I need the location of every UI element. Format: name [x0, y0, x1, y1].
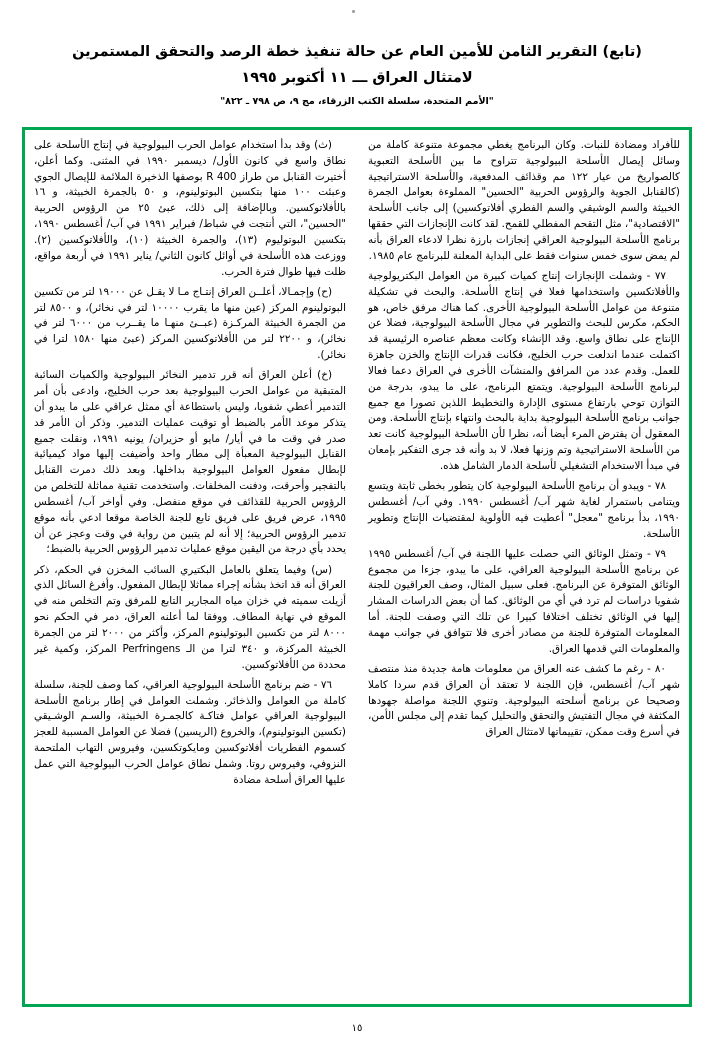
paragraph: للأفراد ومضادة للنبات. وكان البرنامج يغطي مجموعة متنوعة كاملة من وسائل إيصال الأسلحة البيولوجية تتراوح ما بين الأسلحة التعبوية كالصواريخ من عيار ١٢٢ مم وقذائف المدفعية، والأسلحة الاستراتيجية (كالقنابل الجوية والرؤوس الحربية "الحسين" المملوءة بعوامل الجمرة الخبيثة والسم الوشيقي والسم الفطري أفلاتوكسين) إلى جانب الأسلحة "الاقتصادية"، مثل التقحم المفطلي للقمح. لقد كانت الإنجازات التي حققها برنامج الأسلحة البيولوجية العراقي إنجازات بارزة نظرا لادعاء العراق بأنه لم يمض سوى خمس سنوات فقط على البداية المعلنة للبرنامج عام ١٩٨٥. [368, 139, 680, 262]
paragraph: (ث) وقد بدأ استخدام عوامل الحرب البيولوجية في إنتاج الأسلحة على نطاق واسع في كانون الأول/ ديسمبر ١٩٩٠ في المثنى. وكما أعلن، أختيرت القنابل من طراز R 400 بوصفها الذخيرة الملائمة للإيصال الجوي وعبئت ١٠٠ منها بتكسين البوتولينوم، و ٥٠ بالجمرة الخبيثة، و ١٦ بالأفلاتوكسين. وبالإضافة إلى ذلك، عبئ ٢٥ من الرؤوس الحربية "الحسين"، التي أنتجت في شباط/ فبراير ١٩٩١ في آب/ أغسطس ١٩٩٠، بتكسين البوتوليوم (١٣)، والجمرة الخبيثة (١٠)، والأفلاتوكسين (٢). ووزعت هذه الأسلحة في أوائل كانون الثاني/ يناير ١٩٩١ في أربعة مواقع، ظلت فيها طوال فترة الحرب. [34, 139, 346, 278]
two-column-body [34, 138, 680, 996]
report-title-line-1: (تابع) التقرير الثامن للأمين العام عن حالة تنفيذ خطة الرصد والتحقق المستمرين [72, 44, 642, 60]
column-left [368, 138, 680, 996]
page-number: ١٥ [351, 1023, 363, 1034]
report-title-line-2: لامتثال العراق ـــ ١١ أكتوبر ١٩٩٥ [241, 69, 473, 86]
report-source-citation: "الأمم المتحدة، سلسلة الكتب الزرقاء، مج ٩، ص ٧٩٨ ـ ٨٢٢" [220, 95, 494, 107]
paragraph: (س) وفيما يتعلق بالعامل البكتيري السائب المخزن في الحكم، ذكر العراق أنه قد اتخذ بشأنه إجراء مماثلا لإبطال المفعول. وأفرغ السائل الذي أزيلت سميته في خزان مياه المجارير التابع للمرفق وتم التخلص منه في الموقع في نهاية المطاف. ووفقا لما أعلنه العراق، دمر في الحكم نحو ٨٠٠٠ لتر من تكسين البوتولينوم المركز، وأكثر من ٢٠٠٠ لتر من الجمرة الخبيثة المركزة، و ٣٤٠ لترا من الـ Perfringens المركز، وكمية غير محددة من الأفلاتوكسين. [34, 563, 346, 671]
column-right [34, 138, 346, 996]
paragraph: ٧٦ - ضم برنامج الأسلحة البيولوجية العراقي، كما وصف للجنة، سلسلة كاملة من العوامل والذخائر. وشملت العوامل في إطار برنامج الأسلحة البيولوجية العراقي عوامل فتاكـة كالجمـرة الخبيثة، والسـم الوشـيقي (تكسين البوتولينوم)، والخروع (الريسين) فضلا عن العوامل المسببة للعجز كسموم الفطريات أفلاتوكسين ومايكوتكسين، وفيروس التهاب الملتحمة النزوفي، وفيروس روتا. وشمل نطاق عوامل الحرب البيولوجية التي عمل عليها العراق أسلحة مضادة [34, 678, 346, 786]
paragraph: (خ) أعلن العراق أنه قرر تدمير النخائر البيولوجية والكميات السائبة المتبقية من عوامل الحرب البيولوجية بعد حرب الخليج، وادعى بأن أمر التدمير أعطي شفويا، وليس باستطاعة أي ممثل عراقي على ما يبدو أن يتذكر موعد الأمر بالضبط أو توقيت عمليات التدمير. وذكر أن الأمر قد صدر في وقت ما في أيار/ مايو أو حزيران/ يونيه ١٩٩١، ونقلت جميع القنابل البيولوجية المعبأة إلى مطار واحد وأضيفت إليها مواد كيميائية لإبطال مفعول العوامل البيولوجية بداخلها. وبعد ذلك دمرت القنابل بالتفجير وأحرقت، ودفنت المخلفات. واستخدمت تقنية مماثلة للتخلص من الرؤوس الحربية للقذائف في موقع منفصل. وفي أواخر آب/ أغسطس ١٩٩٥، عرض فريق على فريق تابع للجنة الخاصة موقعا ادعي بأنه موقع تدمير الرؤوس الحربية؛ إلا أنه لم يتبين من رواية في وقت وعجز عن أن يحدد بأي درجة من اليقين موقع عمليات تدمير الرؤوس الحربية بالضبط؛ [34, 369, 347, 556]
paragraph: (ح) وإجمـالا، أعلــن العراق إنتـاج مـا لا يقـل عن ١٩٠٠٠ لتر من تكسين البوتولينوم المركز (عين منها ما يقرب ١٠٠٠٠ لتر في نخائر)، و ٨٥٠٠ لتر من الجمرة الخبيثة المركـزة (عبــئ منهـا ما يقــرب من ٦٠٠٠ لتر في نخائر)، و ٢٢٠٠ لتر من الأفلاتوكسين المركز (عبئ منها ١٥٨٠ لترا في نخائر). [34, 285, 346, 362]
paragraph: ٨٠ - رغم ما كشف عنه العراق من معلومات هامة جديدة منذ منتصف شهر آب/ أغسطس، فإن اللجنة لا تعتقد أن العراق قدم سردا كاملا وصحيحا عن برنامج أسلحته البيولوجية. وتنوي اللجنة مواصلة جهودها المكثفة في مجال التفتيش والتحقق والتحليل كيما تقدم إلى مجلس الأمن، في أسرع وقت ممكن، تقييماتها لامتثال العراق [368, 663, 680, 739]
top-page-marker-dot [352, 10, 355, 13]
paragraph: ٧٨ - ويبدو أن برنامج الأسلحة البيولوجية كان يتطور بخطى ثابتة ويتسع ويتنامى باستمرار لغاية شهر آب/ أغسطس ١٩٩٠. وفي آب/ أغسطس ١٩٩٠، بدأ برنامج "معجل" أعطيت فيه الأولوية لمقتضيات الإنتاج وتطوير الأسلحة. [368, 480, 680, 540]
paragraph: ٧٩ - وتمثل الوثائق التي حصلت عليها اللجنة في آب/ أغسطس ١٩٩٥ عن برنامج الأسلحة البيولوجية العراقي، على ما يبدو، جزءا من مجموع الوثائق المتوفرة عن البرنامج. فعلى سبيل المثال، وصف العراقيون للجنة شفويا دراسات لم ترد في أي من الوثائق. كما أن بعض الدراسات المشار إليها في الوثائق تختلف اختلافا كبيرا عن تلك التي وصفت للجنة. أما المعلومات المتوفرة للجنة من مصادر أخرى فلا تتوافق في جوانب مهمة والمعلومات التي قدمها العراق. [368, 547, 680, 655]
page-header [30, 42, 684, 107]
paragraph: ٧٧ - وشملت الإنجازات إنتاج كميات كبيرة من العوامل البكتريولوجية والأفلاتكسين واستخدامها فعلا في إنتاج الأسلحة. والبحث في تشكيلة متنوعة من عوامل الأسلحة البيولوجية الأخرى. كما هناك مرفق خاص، هو الحكم، مكرس للبحث والتطوير في مجال الأسلحة البيولوجية، فضلا عن الإنتاج على نطاق واسع. وقد الإنشاء وكانت معظم عناصره الرئيسية قد اكتملت عندما اندلعت حرب الخليج، فكانت قدرات الإنتاج والخزن جاهزة للعمل. وقدم عدد من المرافق والمنشآت الأخرى في العراق دعما فعالا لبرنامج الأسلحة البيولوجية. ويتمتع البرنامج، على ما يبدو، بدرجة من التوازن توحي بارتفاع مستوى الإدارة والتخطيط اللذين تصورا مع جميع جوانب برنامج الأسلحة البيولوجية بداية بالبحث وانتهاء بإنتاج الأسلحة. ومن المعقول أن يفترض المرء أيضا أنه، نظرا لأن الأسلحة البيولوجية كانت تعد من الأسلحة الاستراتيجية وتم وزنها فعلا، لا بد وأنه قد جرى التفكير بإمعان في مبدأ الاستخدام التشغيلي لأسلحة الدمار الشامل هذه. [368, 270, 680, 472]
